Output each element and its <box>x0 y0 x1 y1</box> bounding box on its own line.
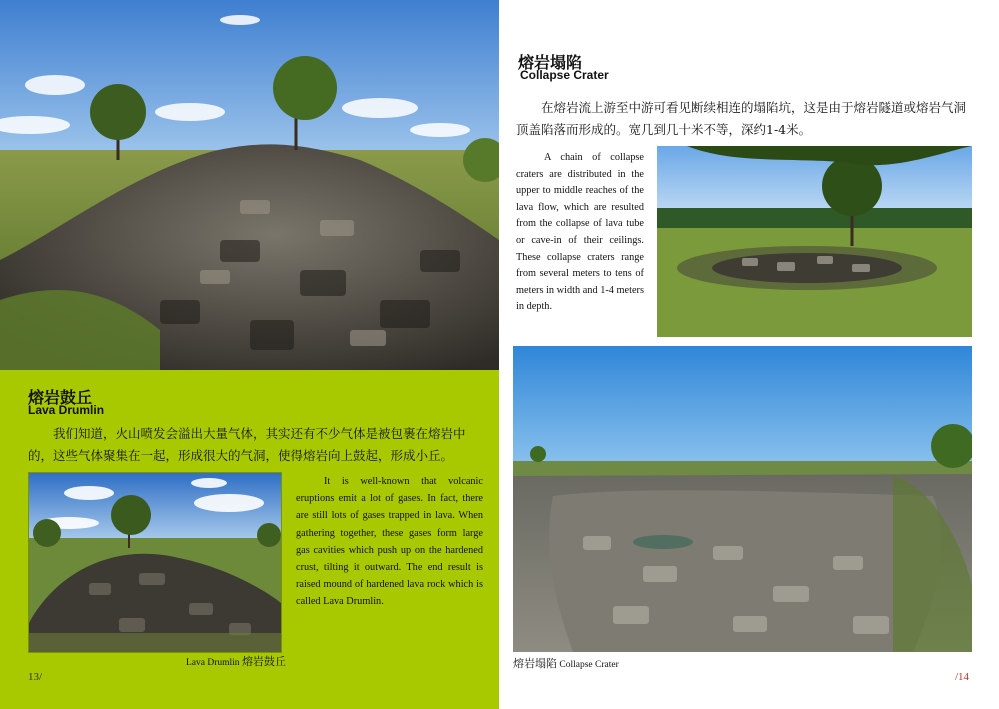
left-page <box>0 0 499 709</box>
lava-drumlin-title-cn: 熔岩鼓丘 <box>28 388 93 407</box>
page-number-left: 13/ <box>28 671 43 683</box>
collapse-crater-title-en: Collapse Crater <box>520 68 609 82</box>
collapse-crater-photo-top <box>657 146 972 337</box>
caption-en: Lava Drumlin <box>186 658 240 668</box>
lava-drumlin-photo <box>28 472 282 653</box>
lava-drumlin-hero-photo <box>0 0 499 370</box>
collapse-crater-photo-bottom <box>513 346 972 652</box>
caption-cn: 熔岩塌陷 <box>513 657 557 670</box>
lava-drumlin-title-en: Lava Drumlin <box>28 403 105 417</box>
lava-drumlin-caption <box>186 653 286 669</box>
collapse-crater-caption <box>513 655 619 671</box>
collapse-crater-title-cn: 熔岩塌陷 <box>518 53 583 72</box>
lava-drumlin-paragraph-cn: 我们知道，火山喷发会溢出大量气体，其实还有不少气体是被包裹在熔岩中的，这些气体聚集在一起，形成很大的气洞，使得熔岩向上鼓起，形成小丘。 <box>28 426 466 463</box>
caption-cn: 熔岩鼓丘 <box>241 655 286 668</box>
lava-drumlin-paragraph-en: It is well-known that volcanic eruptions emit a lot of gases. In fact, there are still lots of gases trapped in lava. When gathering together, these gases form large gas cavities which push up on the hardened crust, tilting it outward. The end result is raised mound of hardened lava rock which is called Lava Drumlin. <box>296 476 483 608</box>
collapse-crater-paragraph-en: A chain of collapse craters are distributed in the upper to middle reaches of the lava flow, which are resulted from the collapse of lava tube or cave-in of their ceilings. These collapse craters range from several meters to tens of meters in width and 1-4 meters in depth. <box>516 152 644 313</box>
collapse-crater-paragraph-cn: 在熔岩流上游至中游可看见断续相连的塌陷坑，这是由于熔岩隧道或熔岩气洞顶盖陷落而形成的。宽几到几十米不等，深约1-4米。 <box>516 100 967 137</box>
page-number-right: /14 <box>955 671 970 683</box>
caption-en: Collapse Crater <box>559 660 619 670</box>
